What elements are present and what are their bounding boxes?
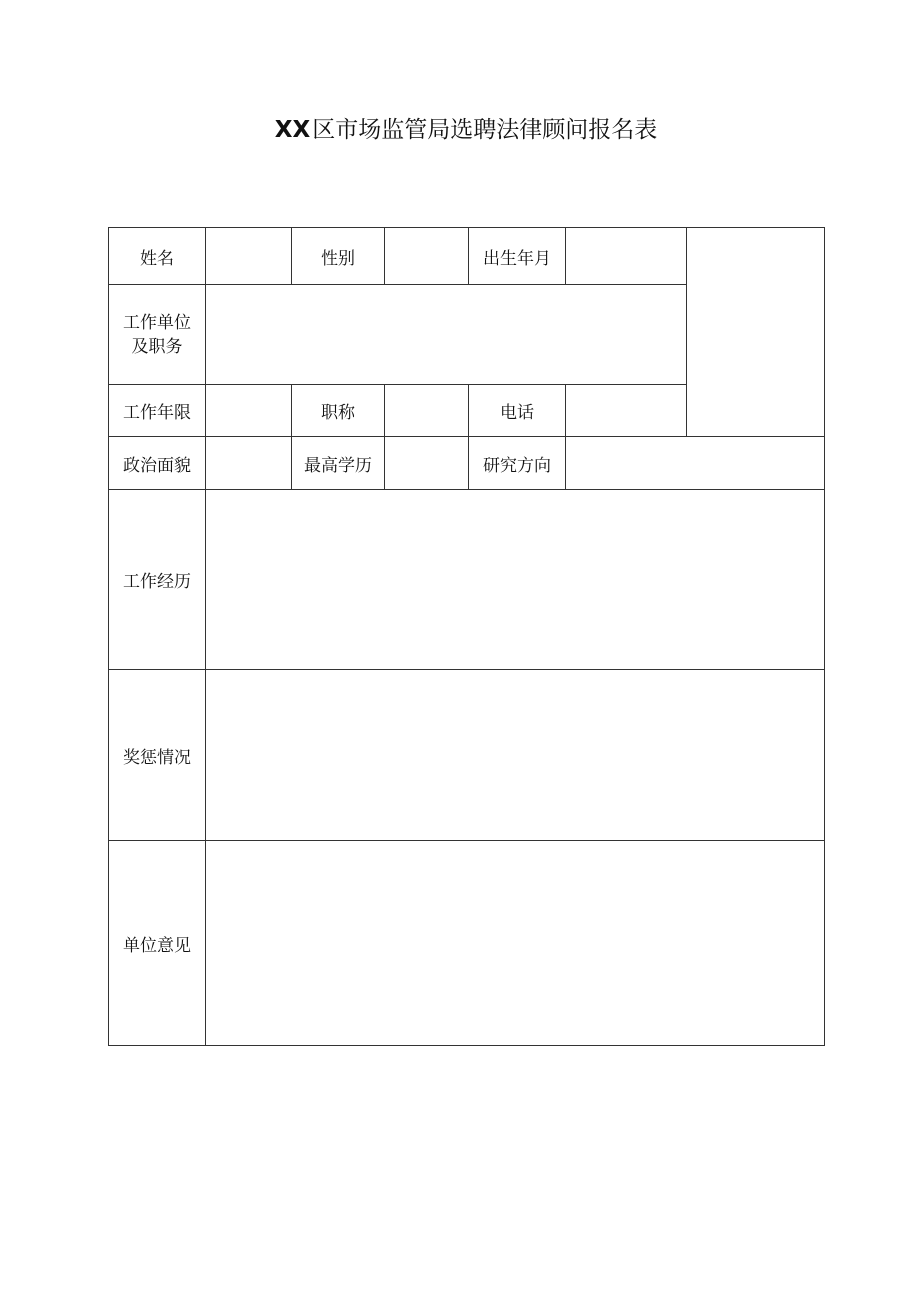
- birth-field[interactable]: [566, 228, 687, 285]
- experience-field[interactable]: [206, 490, 825, 670]
- name-label: 姓名: [109, 228, 206, 285]
- years-field[interactable]: [206, 385, 292, 437]
- years-label: 工作年限: [109, 385, 206, 437]
- education-label: 最高学历: [292, 437, 385, 490]
- awards-field[interactable]: [206, 670, 825, 841]
- employer-field[interactable]: [206, 285, 687, 385]
- title-field[interactable]: [385, 385, 469, 437]
- row-experience: [109, 490, 825, 670]
- row-political-education: [109, 437, 825, 490]
- education-field[interactable]: [385, 437, 469, 490]
- row-basic-info: [109, 228, 825, 285]
- political-label: 政治面貌: [109, 437, 206, 490]
- birth-label: 出生年月: [469, 228, 566, 285]
- title-label: 职称: [292, 385, 385, 437]
- page-title: [0, 114, 920, 146]
- political-field[interactable]: [206, 437, 292, 490]
- phone-field[interactable]: [566, 385, 687, 437]
- title-text: 区市场监管局选聘法律顾问报名表: [312, 117, 658, 143]
- employer-label-line1: 工作单位: [123, 312, 191, 333]
- unit-opinion-field[interactable]: [206, 841, 825, 1046]
- phone-label: 电话: [469, 385, 566, 437]
- photo-box: [687, 228, 825, 437]
- employer-label: [109, 285, 206, 385]
- research-field[interactable]: [566, 437, 825, 490]
- experience-label: 工作经历: [109, 490, 206, 670]
- gender-label: 性别: [292, 228, 385, 285]
- unit-opinion-label: 单位意见: [109, 841, 206, 1046]
- awards-label: 奖惩情况: [109, 670, 206, 841]
- gender-field[interactable]: [385, 228, 469, 285]
- title-code: XX: [274, 117, 311, 143]
- research-label: 研究方向: [469, 437, 566, 490]
- name-field[interactable]: [206, 228, 292, 285]
- row-awards: [109, 670, 825, 841]
- row-unit-opinion: [109, 841, 825, 1046]
- registration-form-table: [108, 227, 825, 1046]
- employer-label-line2: 及职务: [131, 336, 183, 357]
